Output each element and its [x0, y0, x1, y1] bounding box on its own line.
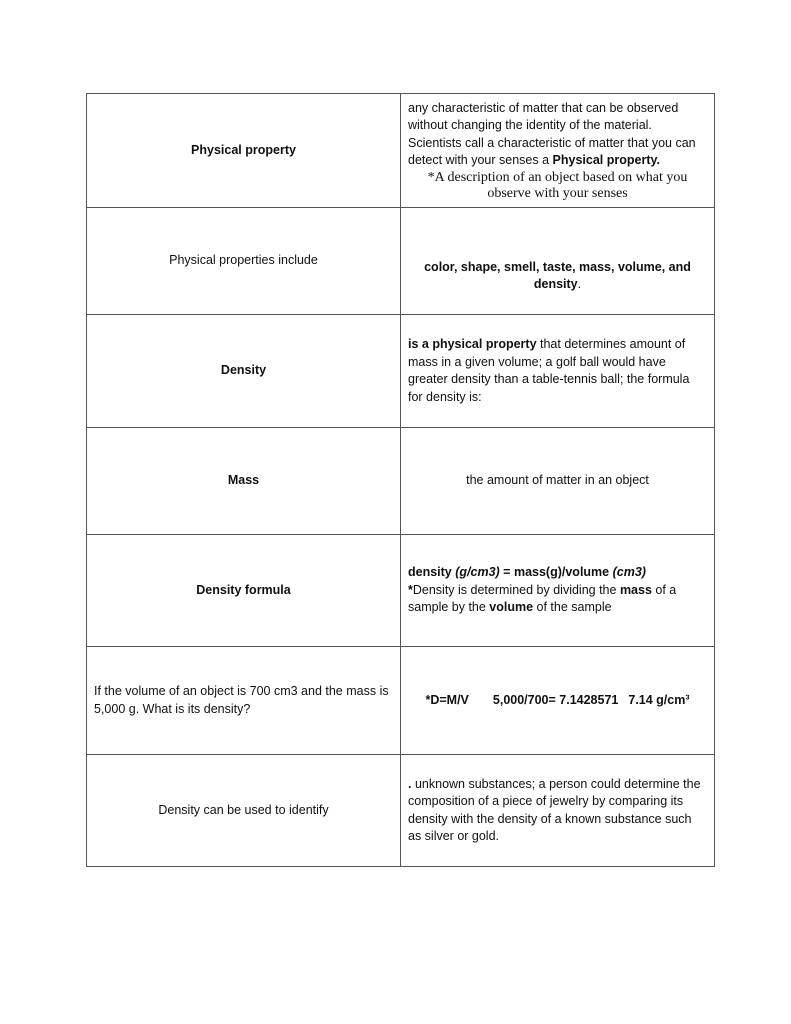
formula-unit-density: (g/cm3) — [455, 565, 500, 580]
table-row — [87, 647, 715, 755]
term-cell: Mass — [87, 428, 401, 535]
term-cell: Physical property — [87, 94, 401, 208]
keyword-volume: volume — [489, 600, 534, 615]
definition-text: of the sample — [533, 600, 612, 615]
definition-cell — [401, 315, 715, 428]
formula-density: density — [408, 565, 456, 580]
table-row — [87, 535, 715, 647]
density-calculation — [408, 692, 707, 710]
formula-text: *D=M/V — [425, 692, 469, 707]
term-cell: Density can be used to identify — [87, 755, 401, 867]
definition-cell — [401, 535, 715, 647]
table-row — [87, 315, 715, 428]
definition-cell: the amount of matter in an object — [401, 428, 715, 535]
question-cell: If the volume of an object is 700 cm3 and the mass is 5,000 g. What is its density? — [87, 647, 401, 755]
term-cell: Density formula — [87, 535, 401, 647]
definition-text: Density is determined by dividing the — [412, 582, 620, 597]
calculation-text: 5,000/700= 7.1428571 — [492, 692, 619, 707]
definition-cell — [401, 94, 715, 208]
definition-text: unknown substances; a person could determine the composition of a piece of jewelry by comparing its density with the density of a known substance such as silver or gold. — [408, 776, 701, 843]
definition-text: any characteristic of matter that can be observed without changing the identity of the material. Scientists call a characteristic of matter that you can detect with your senses a — [408, 100, 696, 167]
definition-cell — [401, 208, 715, 315]
vocabulary-table — [86, 93, 715, 867]
definition-text: of a sample by the — [408, 582, 677, 615]
asterisk: * — [408, 582, 413, 597]
definition-text: that determines amount of mass in a given volume; a golf ball would have greater density than a table-tennis ball; the formula for density is: — [408, 337, 690, 404]
table-row — [87, 208, 715, 315]
definition-bold: Physical property. — [552, 153, 660, 167]
table-row — [87, 428, 715, 535]
answer-cell — [401, 647, 715, 755]
definition-cell — [401, 755, 715, 867]
term-cell: Physical properties include — [87, 208, 401, 315]
leading-dot: . — [408, 776, 412, 791]
formula-unit-volume: (cm3) — [612, 565, 646, 580]
term-cell: Density — [87, 315, 401, 428]
definition-text: . — [577, 277, 582, 291]
formula-mass-volume: = mass(g)/volume — [499, 565, 613, 580]
definition-note: *A description of an object based on what you observe with your senses — [427, 169, 688, 201]
definition-bold: color, shape, smell, taste, mass, volume, and density — [424, 259, 691, 291]
keyword-mass: mass — [619, 582, 652, 597]
answer-text: 7.14 g/cm³ — [628, 692, 690, 707]
table-row — [87, 755, 715, 867]
table-row — [87, 94, 715, 208]
definition-bold: is a physical property — [408, 337, 537, 351]
